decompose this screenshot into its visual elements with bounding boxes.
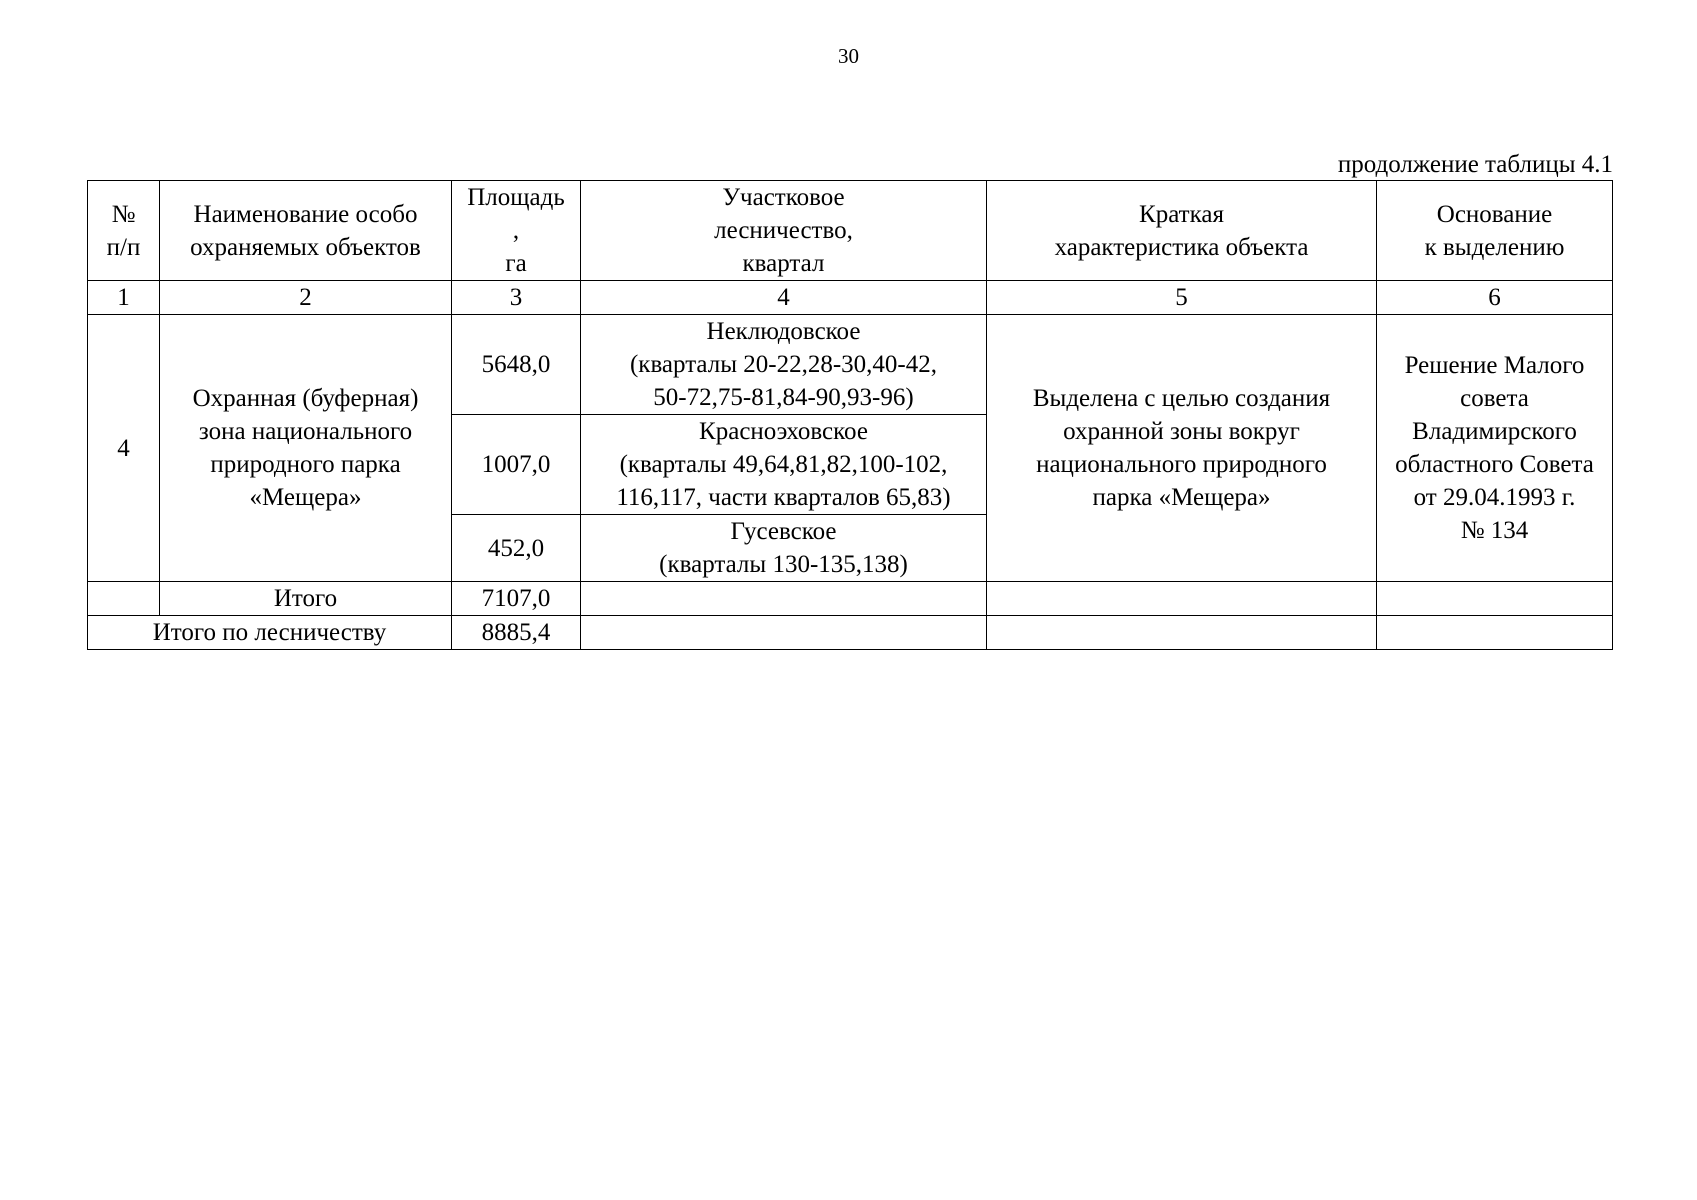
protected-areas-table [87, 180, 1613, 650]
empty-cell [88, 582, 160, 616]
empty-cell [581, 582, 987, 616]
total-value: 7107,0 [452, 582, 581, 616]
empty-cell [1377, 582, 1613, 616]
total-label: Итого [160, 582, 452, 616]
header-name: Наименование особо охраняемых объектов [160, 181, 452, 281]
column-numbers-row [88, 281, 1613, 315]
column-number: 5 [987, 281, 1377, 315]
forestry-total-label: Итого по лесничеству [88, 616, 452, 650]
total-row [88, 582, 1613, 616]
header-number: № п/п [88, 181, 160, 281]
column-number: 2 [160, 281, 452, 315]
table-row [88, 315, 1613, 415]
header-characteristic: Краткая характеристика объекта [987, 181, 1377, 281]
header-forestry: Участковое лесничество, квартал [581, 181, 987, 281]
forestry-total-value: 8885,4 [452, 616, 581, 650]
empty-cell [581, 616, 987, 650]
forestry-quarters: Гусевское (кварталы 130-135,138) [581, 515, 987, 582]
object-name: Охранная (буферная) зона национального природного парка «Мещера» [160, 315, 452, 582]
area-value: 5648,0 [452, 315, 581, 415]
page-number: 30 [838, 44, 859, 68]
empty-cell [1377, 616, 1613, 650]
row-number: 4 [88, 315, 160, 582]
forestry-quarters: Неклюдовское (кварталы 20-22,28-30,40-42, 50-72,75-81,84-90,93-96) [581, 315, 987, 415]
column-number: 6 [1377, 281, 1613, 315]
column-number: 1 [88, 281, 160, 315]
header-area: Площадь , га [452, 181, 581, 281]
allocation-basis: Решение Малого совета Владимирского областного Совета от 29.04.1993 г. № 134 [1377, 315, 1613, 582]
object-characteristic: Выделена с целью создания охранной зоны вокруг национального природного парка «Мещера» [987, 315, 1377, 582]
area-value: 1007,0 [452, 415, 581, 515]
empty-cell [987, 616, 1377, 650]
area-value: 452,0 [452, 515, 581, 582]
column-number: 3 [452, 281, 581, 315]
column-number: 4 [581, 281, 987, 315]
forestry-total-row [88, 616, 1613, 650]
header-basis: Основание к выделению [1377, 181, 1613, 281]
table-continuation-caption: продолжение таблицы 4.1 [1337, 151, 1613, 178]
table-header-row [88, 181, 1613, 281]
empty-cell [987, 582, 1377, 616]
forestry-quarters: Красноэховское (кварталы 49,64,81,82,100-102, 116,117, части кварталов 65,83) [581, 415, 987, 515]
